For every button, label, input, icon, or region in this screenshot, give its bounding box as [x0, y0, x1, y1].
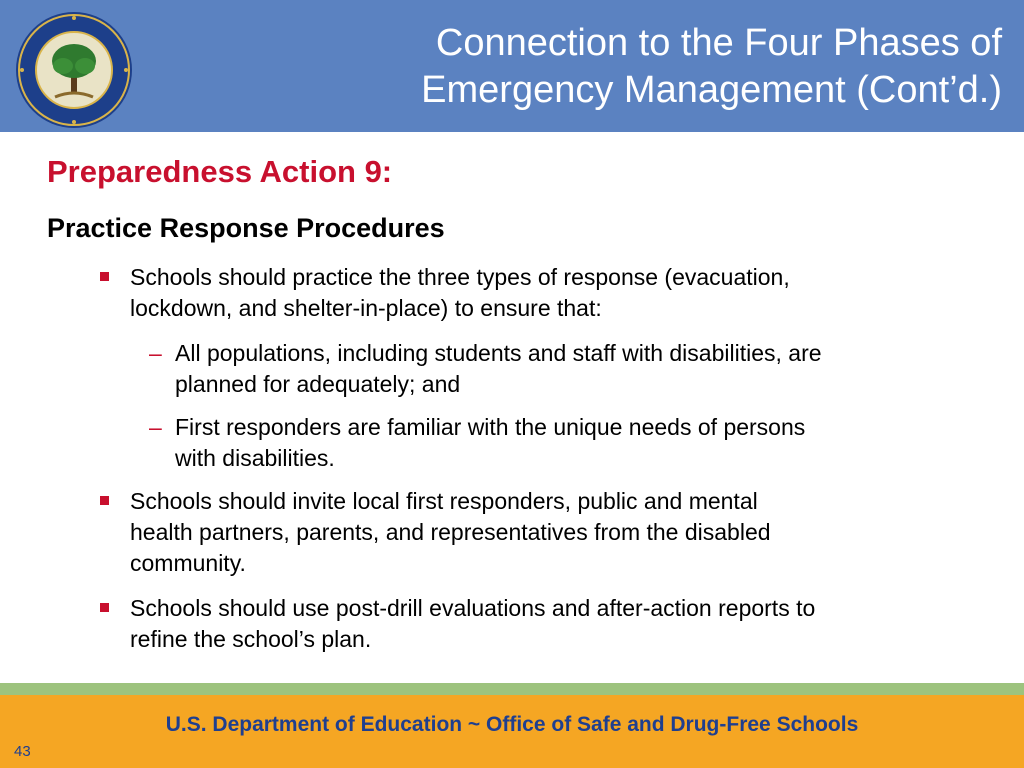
dash-icon: – — [149, 414, 162, 440]
bullet-line: lockdown, and shelter-in-place) to ensure that: — [130, 295, 602, 321]
footer-text: U.S. Department of Education ~ Office of Safe and Drug-Free Schools — [165, 713, 859, 736]
bullet-line: Schools should practice the three types of response (evacuation, — [130, 264, 790, 290]
slide-title-line-2: Emergency Management (Cont’d.) — [421, 69, 1002, 111]
bullet-line: Schools should invite local first responders, public and mental — [130, 488, 758, 514]
bullet-line: refine the school’s plan. — [130, 626, 372, 652]
bullet-line: community. — [130, 550, 246, 576]
footer-divider-stripe — [0, 683, 1024, 695]
bullet-line: health partners, parents, and representatives from the disabled — [130, 519, 771, 545]
header-banner — [0, 0, 1024, 132]
sub-heading: Practice Response Procedures — [47, 213, 445, 243]
sub-item-line: planned for adequately; and — [175, 371, 461, 397]
department-of-education-seal-icon — [13, 9, 135, 131]
dash-icon: – — [149, 340, 162, 366]
bullet-item — [130, 486, 990, 579]
page-number: 43 — [14, 743, 31, 760]
bullet-item — [130, 262, 990, 324]
bullet-line: Schools should use post-drill evaluations and after-action reports to — [130, 595, 816, 621]
bullet-square-icon — [100, 496, 109, 505]
footer-banner — [0, 695, 1024, 768]
action-heading: Preparedness Action 9: — [47, 154, 393, 189]
bullet-square-icon — [100, 603, 109, 612]
sub-item — [149, 412, 990, 474]
bullet-square-icon — [100, 272, 109, 281]
slide-title-line-1: Connection to the Four Phases of — [435, 22, 1002, 64]
slide-title — [242, 20, 1002, 114]
sub-item-line: with disabilities. — [175, 445, 335, 471]
bullet-item — [130, 593, 990, 655]
sub-item-line: First responders are familiar with the unique needs of persons — [175, 414, 806, 440]
sub-item-line: All populations, including students and staff with disabilities, are — [175, 340, 822, 366]
sub-item — [149, 338, 990, 400]
